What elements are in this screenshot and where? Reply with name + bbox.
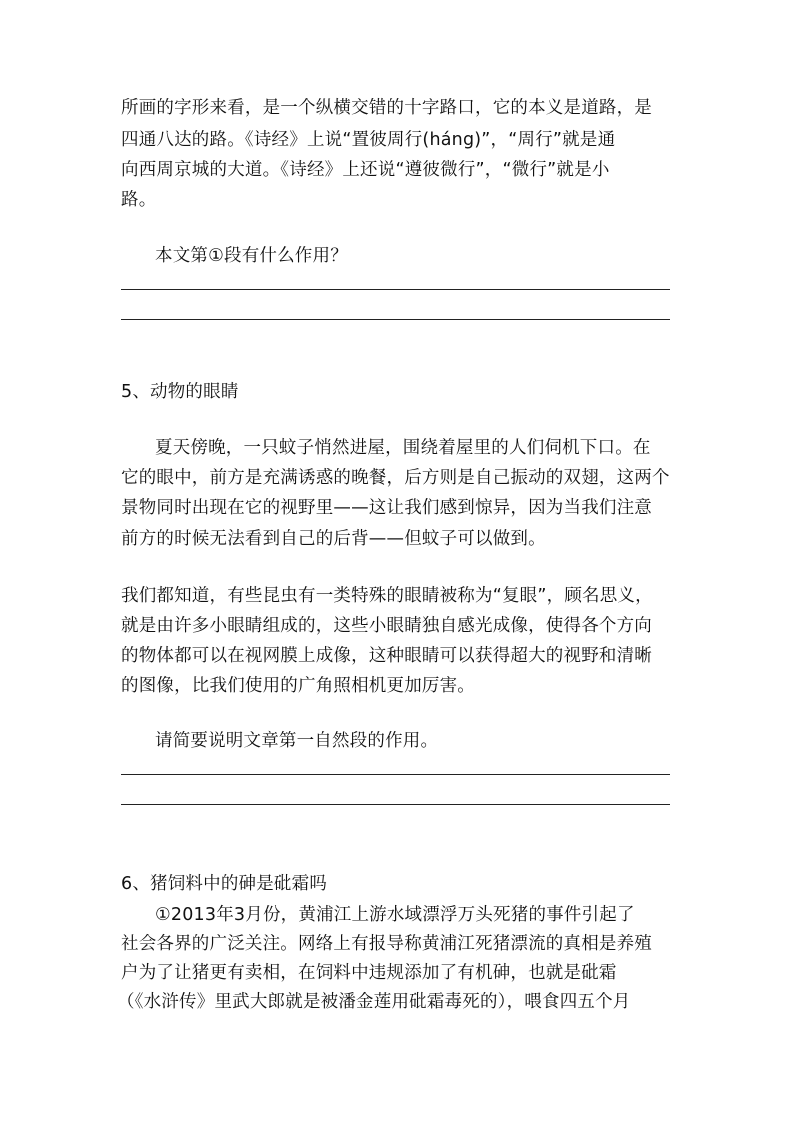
question-text: 请简要说明文章第一自然段的作用。 (155, 731, 439, 751)
paragraph-line: 户为了让猪更有卖相，在饲料中违规添加了有机砷，也就是砒霜 (121, 963, 617, 983)
paragraph-line: 路。 (121, 190, 157, 210)
paragraph-line: 我们都知道，有些昆虫有一类特殊的眼睛被称为“复眼”，顾名思义， (121, 586, 653, 606)
answer-line (121, 774, 670, 775)
paragraph-line: 四通八达的路。《诗经》上说“置彼周行(háng)”，“周行”就是通 (121, 130, 616, 150)
paragraph-line: 就是由许多小眼睛组成的，这些小眼睛独自感光成像，使得各个方向 (121, 616, 652, 636)
section-heading: 5、动物的眼睛 (121, 382, 239, 402)
paragraph-line: 社会各界的广泛关注。网络上有报导称黄浦江死猪漂流的真相是养殖 (121, 934, 652, 954)
section-heading: 6、猪饲料中的砷是砒霜吗 (121, 874, 328, 894)
paragraph-line: 所画的字形来看，是一个纵横交错的十字路口，它的本义是道路，是 (121, 98, 652, 118)
question-text: 本文第①段有什么作用？ (155, 246, 348, 266)
paragraph-line: （《水浒传》里武大郎就是被潘金莲用砒霜毒死的），喂食四五个月 (117, 992, 631, 1012)
paragraph-line: 景物同时出现在它的视野里——这让我们感到惊异，因为当我们注意 (121, 498, 652, 518)
answer-line (121, 289, 670, 290)
paragraph-line: ①2013年3月份，黄浦江上游水域漂浮万头死猪的事件引起了 (155, 905, 635, 925)
paragraph-line: 夏天傍晚，一只蚊子悄然进屋，围绕着屋里的人们伺机下口。在 (155, 438, 651, 458)
paragraph-line: 的物体都可以在视网膜上成像，这种眼睛可以获得超大的视野和清晰 (121, 646, 652, 666)
paragraph-line: 向西周京城的大道。《诗经》上还说“遵彼微行”，“微行”就是小 (121, 160, 610, 180)
paragraph-line: 的图像，比我们使用的广角照相机更加厉害。 (121, 676, 475, 696)
paragraph-line: 前方的时候无法看到自己的后背——但蚊子可以做到。 (121, 529, 546, 549)
answer-line (121, 804, 670, 805)
answer-line (121, 319, 670, 320)
paragraph-line: 它的眼中，前方是充满诱惑的晚餐，后方则是自己振动的双翅，这两个 (121, 468, 670, 488)
